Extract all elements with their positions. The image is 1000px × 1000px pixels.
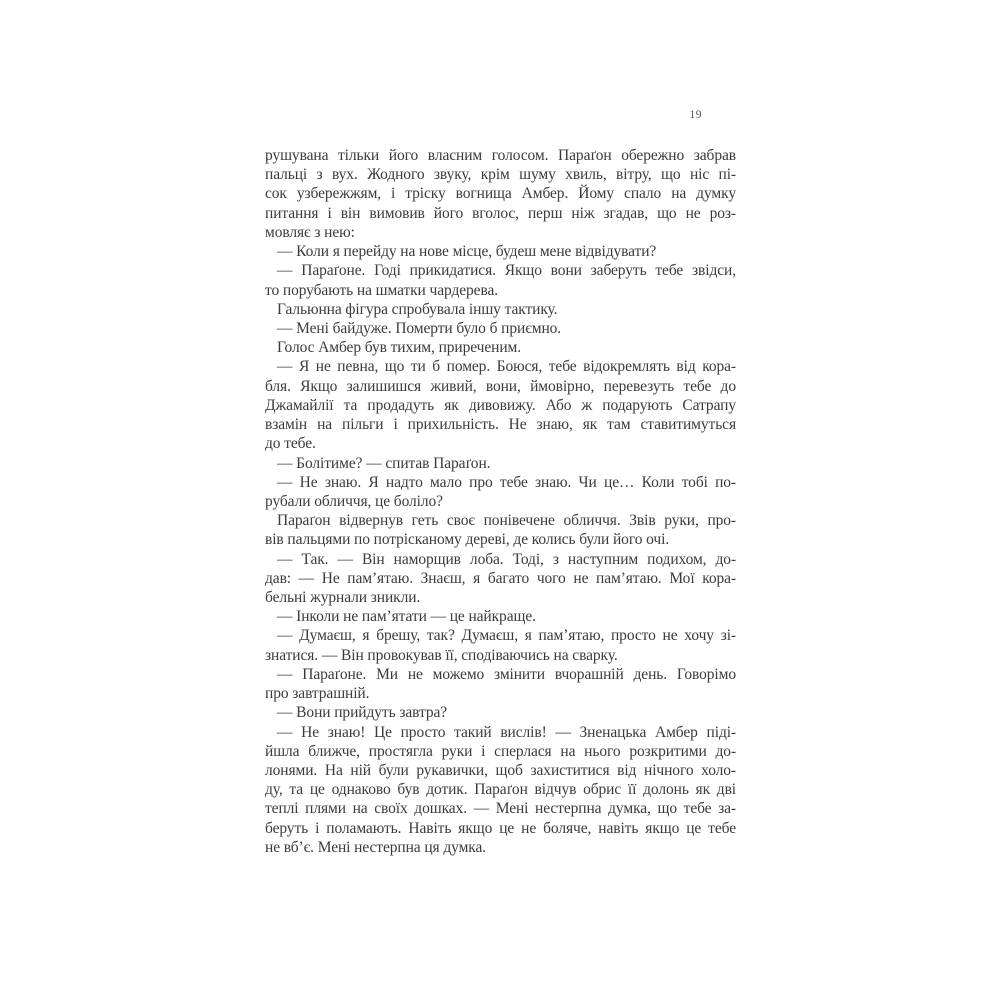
text-line: — Коли я перейду на нове місце, будеш мене відвідувати? bbox=[277, 243, 657, 261]
text-line: Джамайлії та продадуть як дивовижу. Або ж подарують Сатрапу bbox=[265, 396, 736, 414]
text-line: — Параґоне. Годі прикидатися. Якщо вони заберуть тебе звідси, bbox=[277, 262, 736, 280]
text-line: беруть і поламають. Навіть якщо це не боляче, навіть якщо це тебе bbox=[265, 819, 736, 837]
text-line: — Не знаю! Це просто такий вислів! — Зненацька Амбер піді- bbox=[277, 723, 736, 741]
text-line: рушувана тільки його власним голосом. Параґон обережно забрав bbox=[265, 147, 736, 164]
text-line: до тебе. bbox=[265, 435, 316, 453]
text-line: бельні журнали зникли. bbox=[265, 589, 421, 607]
text-line: — Болітиме? — спитав Параґон. bbox=[277, 454, 491, 472]
text-line: ду, та це однаково був дотик. Параґон відчув обрис її долонь як дві bbox=[265, 781, 736, 799]
text-line: взамін на пільги і прихильність. Не знаю, як там ставитимуться bbox=[265, 416, 736, 434]
text-line: про завтрашній. bbox=[265, 685, 370, 703]
page-text bbox=[265, 146, 736, 857]
text-line: — Параґоне. Ми не можемо змінити вчорашній день. Говорімо bbox=[277, 665, 736, 683]
text-line: не вб’є. Мені нестерпна ця думка. bbox=[265, 838, 487, 856]
text-line: теплі плями на своїх дошках. — Мені нестерпна думка, що тебе за- bbox=[265, 800, 736, 818]
text-line: Гальюнна фігура спробувала іншу тактику. bbox=[277, 300, 558, 318]
text-line: Голос Амбер був тихим, приреченим. bbox=[277, 339, 522, 357]
text-line: вів пальцями по потрісканому дереві, де колись були його очі. bbox=[265, 531, 670, 549]
text-line: — Не знаю. Я надто мало про тебе знаю. Чи це… Коли тобі по- bbox=[277, 473, 736, 491]
text-line: знатися. — Він провокував її, сподіваючись на сварку. bbox=[265, 646, 618, 664]
text-line: лонями. На ній були рукавички, щоб захиститися від нічного холо- bbox=[265, 762, 736, 779]
text-line: — Думаєш, я брешу, так? Думаєш, я пам’ятаю, просто не хочу зі- bbox=[277, 627, 736, 645]
text-line: Параґон відвернув геть своє понівечене обличчя. Звів руки, про- bbox=[277, 512, 736, 530]
text-line: мовляє з нею: bbox=[265, 223, 355, 241]
text-line: пальці з вух. Жодного звуку, крім шуму хвиль, вітру, що ніс пі- bbox=[265, 166, 736, 184]
text-line: — Так. — Він наморщив лоба. Тоді, з наступним подихом, до- bbox=[277, 550, 736, 568]
text-line: сок узбережжям, і тріску вогнища Амбер. Йому спало на думку bbox=[265, 185, 736, 203]
text-line: бля. Якщо залишишся живий, вони, ймовірно, перевезуть тебе до bbox=[265, 377, 736, 395]
text-line: — Мені байдуже. Померти було б приємно. bbox=[277, 319, 562, 337]
text-line: йшла ближче, простягла руки і сперлася на нього розкритими до- bbox=[265, 742, 736, 760]
text-line: рубали обличчя, це боліло? bbox=[265, 492, 443, 510]
text-line: дав: — Не пам’ятаю. Знаєш, я багато чого не пам’ятаю. Мої кора- bbox=[265, 569, 736, 587]
text-line: — Я не певна, що ти б помер. Боюся, тебе відокремлять від кора- bbox=[277, 358, 736, 376]
page-number: 19 bbox=[689, 109, 702, 121]
text-line: то порубають на шматки чардерева. bbox=[265, 281, 499, 299]
text-line: — Інколи не пам’ятати — це найкраще. bbox=[277, 608, 536, 626]
text-line: питання і він вимовив його вголос, перш ніж згадав, що не роз- bbox=[265, 204, 736, 222]
text-line: — Вони прийдуть завтра? bbox=[277, 704, 448, 722]
